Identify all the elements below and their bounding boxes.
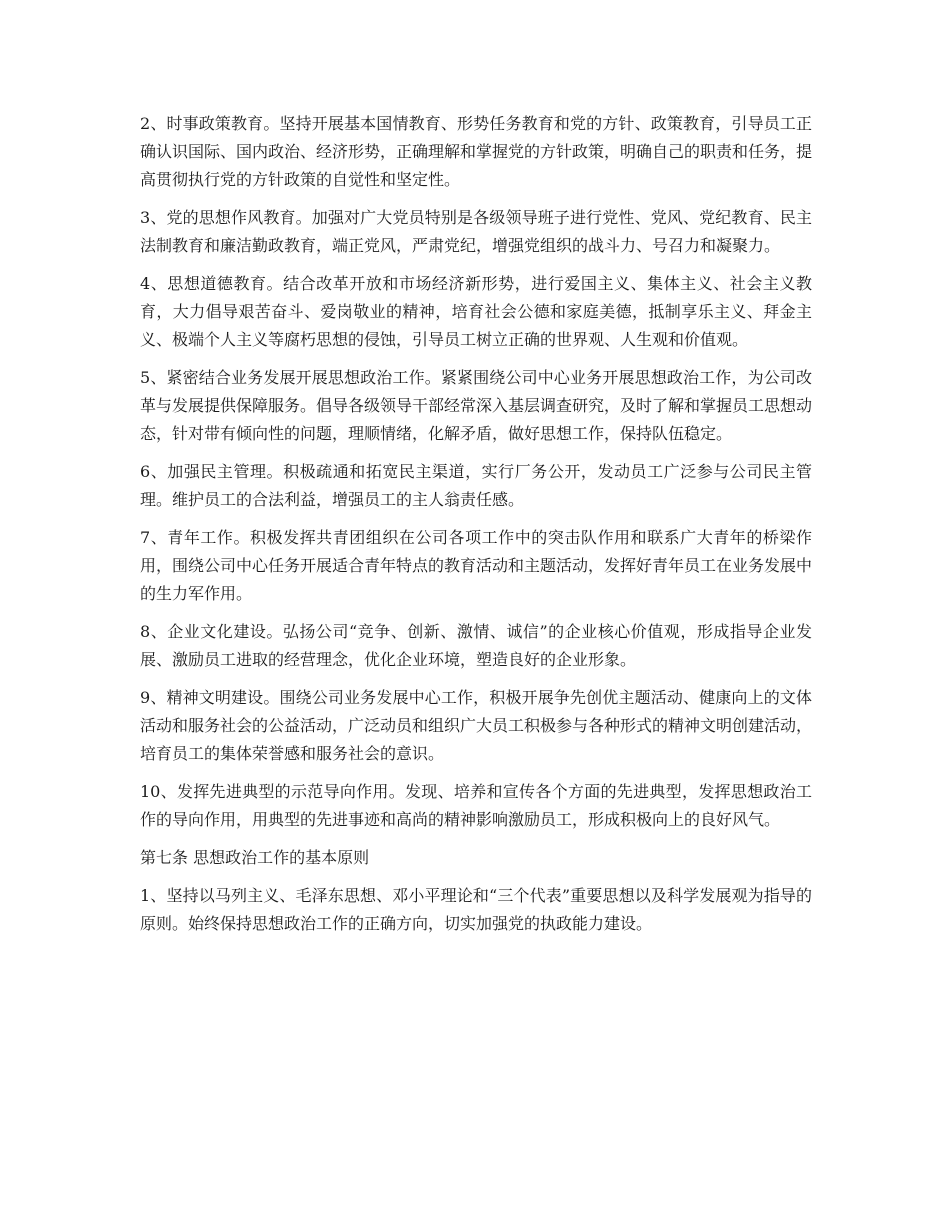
paragraph-corporate-culture: 8、企业文化建设。弘扬公司“竞争、创新、激情、诚信”的企业核心价值观，形成指导企业发展、激励员工进取的经营理念，优化企业环境，塑造良好的企业形象。: [140, 622, 812, 669]
section-heading: 第七条 思想政治工作的基本原则: [140, 848, 370, 867]
paragraph-exemplary-role-models: 10、发挥先进典型的示范导向作用。发现、培养和宣传各个方面的先进典型，发挥思想政治工作的导向作用，用典型的先进事迹和高尚的精神影响激励员工，形成积极向上的良好风气。: [140, 782, 812, 829]
document-page: [140, 110, 812, 948]
paragraph-moral-education: 4、思想道德教育。结合改革开放和市场经济新形势，进行爱国主义、集体主义、社会主义教育，大力倡导艰苦奋斗、爱岗敬业的精神，培育社会公德和家庭美德，抵制享乐主义、拜金主义、极端个人主义等腐朽思想的侵蚀，引导员工树立正确的世界观、人生观和价值观。: [140, 274, 812, 349]
paragraph-guiding-principle: 1、坚持以马列主义、毛泽东思想、邓小平理论和“三个代表”重要思想以及科学发展观为指导的原则。始终保持思想政治工作的正确方向，切实加强党的执政能力建设。: [140, 886, 812, 933]
paragraph-democratic-management: 6、加强民主管理。积极疏通和拓宽民主渠道，实行厂务公开，发动员工广泛参与公司民主管理。维护员工的合法利益，增强员工的主人翁责任感。: [140, 462, 812, 509]
paragraph-current-affairs-education: 2、时事政策教育。坚持开展基本国情教育、形势任务教育和党的方针、政策教育，引导员工正确认识国际、国内政治、经济形势，正确理解和掌握党的方针政策，明确自己的职责和任务，提高贯彻执行党的方针政策的自觉性和坚定性。: [140, 114, 813, 189]
paragraph-spiritual-civilization: 9、精神文明建设。围绕公司业务发展中心工作，积极开展争先创优主题活动、健康向上的文体活动和服务社会的公益活动，广泛动员和组织广大员工积极参与各种形式的精神文明创建活动，培育员工的集体荣誉感和服务社会的意识。: [140, 688, 813, 763]
paragraph-youth-work: 7、青年工作。积极发挥共青团组织在公司各项工作中的突击队作用和联系广大青年的桥梁作用，围绕公司中心任务开展适合青年特点的教育活动和主题活动，发挥好青年员工在业务发展中的生力军作用。: [140, 528, 813, 603]
paragraph-party-style-education: 3、党的思想作风教育。加强对广大党员特别是各级领导班子进行党性、党风、党纪教育、民主法制教育和廉洁勤政教育，端正党风，严肃党纪，增强党组织的战斗力、号召力和凝聚力。: [140, 208, 812, 255]
paragraph-business-integration: 5、紧密结合业务发展开展思想政治工作。紧紧围绕公司中心业务开展思想政治工作，为公司改革与发展提供保障服务。倡导各级领导干部经常深入基层调查研究，及时了解和掌握员工思想动态，针对带有倾向性的问题，理顺情绪，化解矛盾，做好思想工作，保持队伍稳定。: [140, 368, 813, 443]
